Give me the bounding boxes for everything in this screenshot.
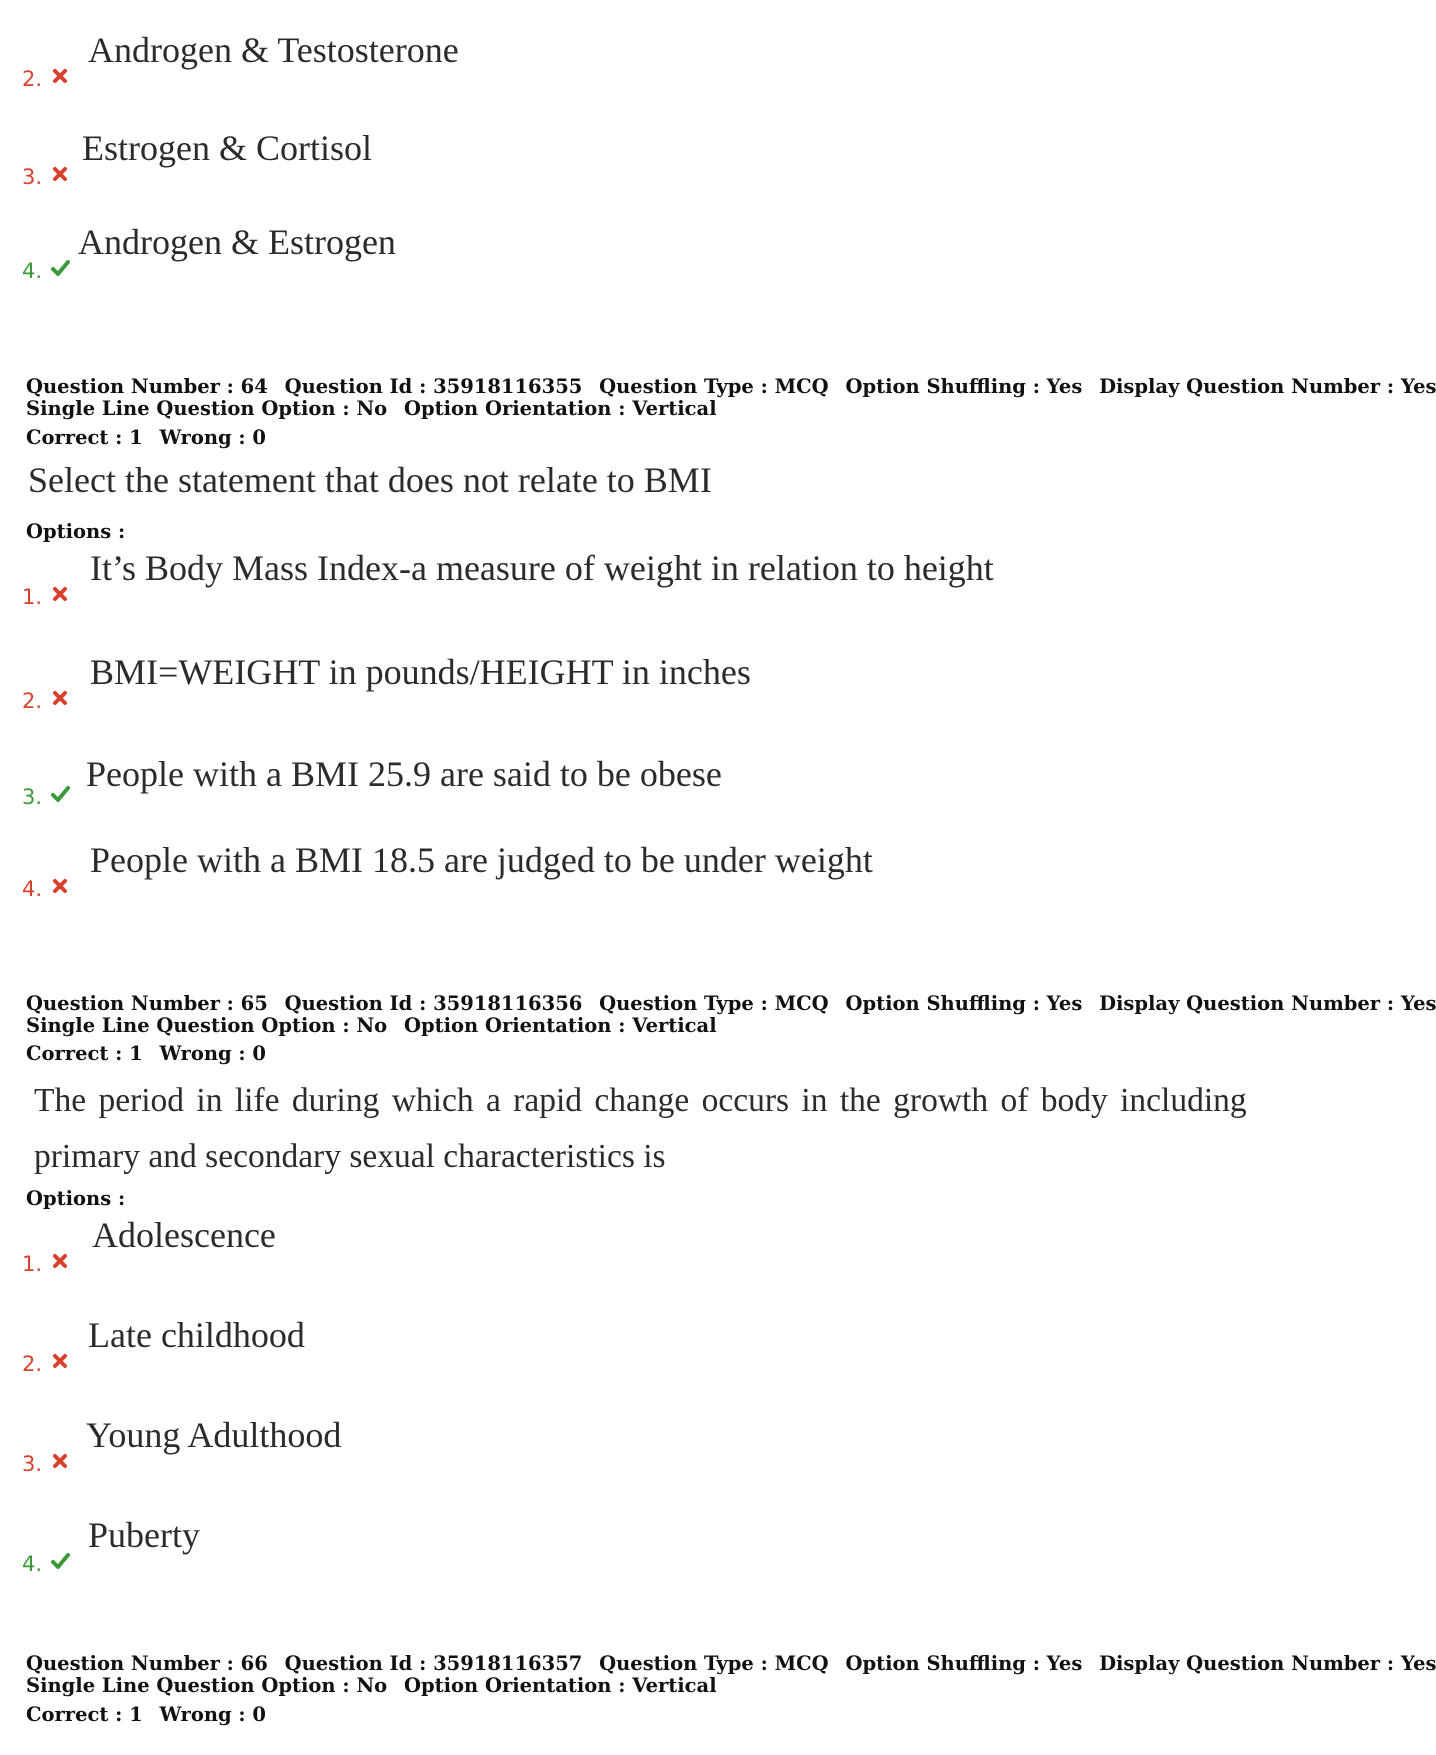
- question-text: Select the statement that does not relate to BMI: [28, 460, 712, 500]
- question-meta-line1: Question Number : 65 Question Id : 35918116356 Question Type : MCQ Option Shuffling : Yes Display Question Number : Yes: [26, 992, 1436, 1015]
- check-icon: [50, 258, 70, 278]
- cross-icon: [50, 876, 70, 896]
- option-number: 4.: [22, 877, 43, 901]
- question-meta-line3: Correct : 1 Wrong : 0: [26, 426, 266, 449]
- option-text: Puberty: [88, 1515, 200, 1555]
- option-number: 3.: [22, 1452, 43, 1476]
- question-meta-line2: Single Line Question Option : No Option Orientation : Vertical: [26, 1014, 717, 1037]
- question-text-line2: primary and secondary sexual characteristics is: [34, 1138, 666, 1175]
- cross-icon: [50, 584, 70, 604]
- cross-icon: [50, 1451, 70, 1471]
- option-text: People with a BMI 25.9 are said to be obese: [86, 754, 722, 794]
- cross-icon: [50, 164, 70, 184]
- cross-icon: [50, 1351, 70, 1371]
- question-meta-line2: Single Line Question Option : No Option Orientation : Vertical: [26, 1674, 717, 1697]
- option-number: 2.: [22, 689, 43, 713]
- cross-icon: [50, 66, 70, 86]
- cross-icon: [50, 1251, 70, 1271]
- option-text: Late childhood: [88, 1315, 305, 1355]
- option-number: 1.: [22, 1252, 43, 1276]
- check-icon: [50, 1551, 70, 1571]
- option-number: 3.: [22, 785, 43, 809]
- check-icon: [50, 784, 70, 804]
- question-meta-line1: Question Number : 66 Question Id : 35918116357 Question Type : MCQ Option Shuffling : Yes Display Question Number : Yes: [26, 1652, 1436, 1675]
- option-text: People with a BMI 18.5 are judged to be under weight: [90, 840, 873, 880]
- option-number: 3.: [22, 165, 43, 189]
- options-label: Options :: [26, 520, 126, 543]
- option-text: Young Adulthood: [86, 1415, 342, 1455]
- option-text: BMI=WEIGHT in pounds/HEIGHT in inches: [90, 652, 751, 692]
- option-text: It’s Body Mass Index-a measure of weight in relation to height: [90, 548, 994, 588]
- option-number: 2.: [22, 1352, 43, 1376]
- option-number: 1.: [22, 585, 43, 609]
- option-number: 4.: [22, 259, 43, 283]
- option-number: 4.: [22, 1552, 43, 1576]
- options-label: Options :: [26, 1187, 126, 1210]
- question-meta-line3: Correct : 1 Wrong : 0: [26, 1703, 266, 1726]
- question-meta-line2: Single Line Question Option : No Option Orientation : Vertical: [26, 397, 717, 420]
- option-text: Estrogen & Cortisol: [82, 128, 372, 168]
- option-text: Androgen & Estrogen: [78, 222, 396, 262]
- option-number: 2.: [22, 67, 43, 91]
- option-text: Adolescence: [92, 1215, 276, 1255]
- option-text: Androgen & Testosterone: [88, 30, 459, 70]
- question-text: The period in life during which a rapid change occurs in the growth of body including: [34, 1082, 1247, 1119]
- cross-icon: [50, 688, 70, 708]
- question-meta-line3: Correct : 1 Wrong : 0: [26, 1042, 266, 1065]
- question-meta-line1: Question Number : 64 Question Id : 35918116355 Question Type : MCQ Option Shuffling : Yes Display Question Number : Yes: [26, 375, 1436, 398]
